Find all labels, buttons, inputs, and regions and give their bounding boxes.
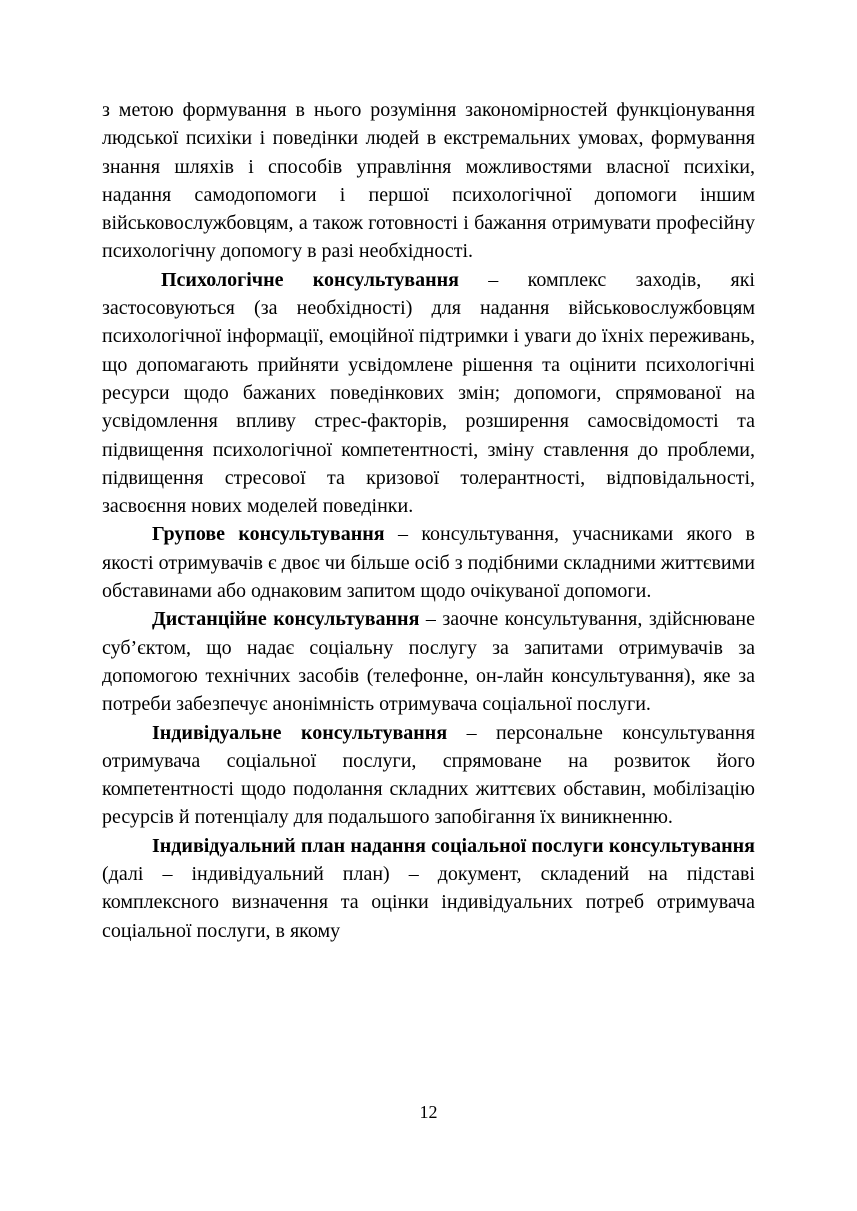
definition-term: Дистанційне консультування xyxy=(152,608,420,631)
definition-term: Психологічне консультування xyxy=(161,268,459,291)
document-body xyxy=(102,96,755,945)
definition-term: Індивідуальне консультування xyxy=(152,721,448,744)
definition-individual-counseling xyxy=(102,719,755,832)
definition-remote-counseling xyxy=(102,605,755,718)
definition-text: – персональне консультування отримувача соціальної послуги, спрямоване на розвиток його компетентності щодо подолання складних життєвих обставин, мобілізацію ресурсів й потенціалу для подальшого запобігання їх виникненню. xyxy=(102,721,755,829)
page-number: 12 xyxy=(419,1102,438,1122)
definition-group-counseling xyxy=(102,520,755,605)
definition-psychological-counseling xyxy=(102,266,755,521)
definition-term: Групове консультування xyxy=(152,523,385,546)
definition-text: – комплекс заходів, які застосовуються (за необхідності) для надання військовослужбовцям психологічної інформації, емоційної підтримки і уваги до їхніх переживань, що допомагають прийняти усвідомлене рішення та оцінити психологічні ресурси щодо бажаних поведінкових змін; допомоги, спрямованої на усвідомлення впливу стрес-факторів, розширення самосвідомості та підвищення психологічної компетентності, зміну ставлення до проблеми, підвищення стресової та кризової толерантності, відповідальності, засвоєння нових моделей поведінки. xyxy=(102,268,755,518)
intro-paragraph: з метою формування в нього розуміння закономірностей функціонування людської психіки і поведінки людей в екстремальних умовах, формування знання шляхів і способів управління можливостями власної психіки, надання самодопомоги і першої психологічної допомоги іншим військовослужбовцям, а також готовності і бажання отримувати професійну психологічну допомогу в разі необхідності. xyxy=(102,99,755,263)
definition-individual-plan xyxy=(102,832,755,945)
definition-term: Індивідуальний план надання соціальної послуги консультування xyxy=(152,834,755,857)
definition-text: – заочне консультування, здійснюване суб’єктом, що надає соціальну послугу за запитами отримувачів за допомогою технічних засобів (телефонне, он-лайн консультування), яке за потреби забезпечує анонімність отримувача соціальної послуги. xyxy=(102,608,755,716)
definition-text: (далі – індивідуальний план) – документ, складений на підставі комплексного визначення та оцінки індивідуальних потреб отримувача соціальної послуги, в якому xyxy=(102,863,755,942)
definition-text: – консультування, учасниками якого в якості отримувачів є двоє чи більше осіб з подібними складними життєвими обставинами або однаковим запитом щодо очікуваної допомоги. xyxy=(102,523,755,603)
